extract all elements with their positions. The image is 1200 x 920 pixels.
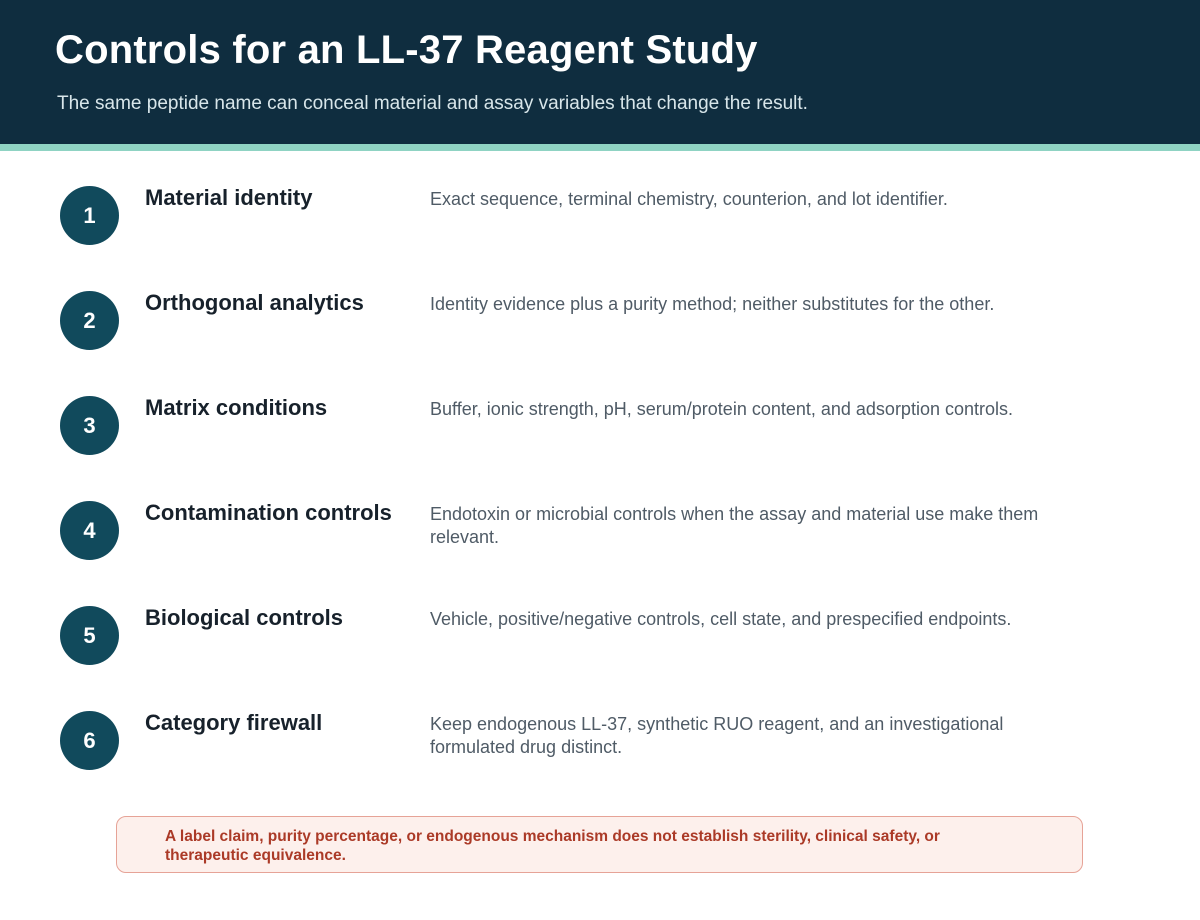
item-description: Endotoxin or microbial controls when the assay and material use make them relevant. [430,504,1039,547]
item-description: Exact sequence, terminal chemistry, counterion, and lot identifier. [430,189,948,209]
item-title: Category firewall [145,710,323,735]
list-item [0,290,1200,383]
number-badge: 4 [60,501,119,560]
number-badge: 6 [60,711,119,770]
item-title: Orthogonal analytics [145,290,364,315]
item-description: Vehicle, positive/negative controls, cell state, and prespecified endpoints. [430,609,1012,629]
item-description: Keep endogenous LL-37, synthetic RUO reagent, and an investigational formulated drug distinct. [430,714,1004,757]
list-item [0,185,1200,278]
number-badge: 2 [60,291,119,350]
page-subtitle: The same peptide name can conceal material and assay variables that change the result. [57,93,808,114]
number-badge: 1 [60,186,119,245]
number-badge: 5 [60,606,119,665]
item-title: Material identity [145,185,313,210]
warning-callout [116,816,1083,873]
number-badge: 3 [60,396,119,455]
list-item [0,710,1200,803]
list-item [0,500,1200,593]
item-description: Buffer, ionic strength, pH, serum/protein content, and adsorption controls. [430,399,1013,419]
callout-text: A label claim, purity percentage, or endogenous mechanism does not establish sterility, clinical safety, or therapeutic equivalence. [165,828,940,864]
list-item [0,395,1200,488]
item-title: Biological controls [145,605,344,630]
item-title: Contamination controls [145,500,392,525]
item-title: Matrix conditions [145,395,328,420]
list-item [0,605,1200,698]
page-title: Controls for an LL-37 Reagent Study [55,28,758,72]
item-description: Identity evidence plus a purity method; neither substitutes for the other. [430,294,995,314]
